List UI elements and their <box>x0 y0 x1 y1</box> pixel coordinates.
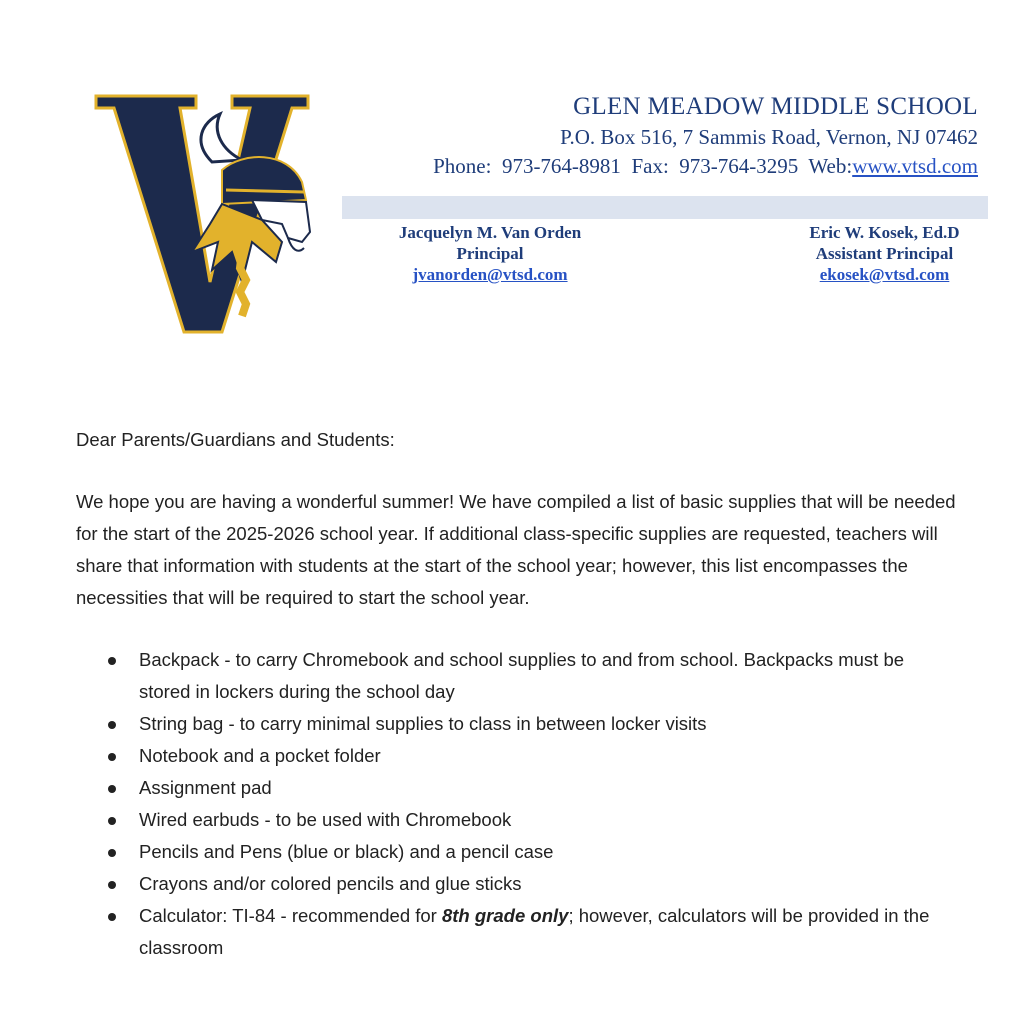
letter-body <box>76 424 956 964</box>
assistant-principal-block <box>797 222 972 285</box>
phone-label: Phone: <box>433 154 492 178</box>
header-divider-band <box>342 196 988 219</box>
bullet-icon <box>108 913 116 921</box>
grade-emphasis: 8th grade only <box>441 905 569 926</box>
fax-number: 973-764-3295 <box>679 154 799 178</box>
principal-email-link[interactable]: jvanorden@vtsd.com <box>412 265 568 284</box>
fax-label: Fax: <box>631 154 669 178</box>
supply-item: String bag - to carry minimal supplies to class in between locker visits <box>76 708 956 740</box>
bullet-icon <box>108 785 116 793</box>
contact-line <box>433 154 978 179</box>
supply-item: Assignment pad <box>76 772 956 804</box>
principal-title: Principal <box>456 244 524 263</box>
school-address: P.O. Box 516, 7 Sammis Road, Vernon, NJ 07462 <box>560 125 978 149</box>
assistant-principal-email-link[interactable]: ekosek@vtsd.com <box>819 265 950 284</box>
website-link[interactable]: www.vtsd.com <box>852 154 978 178</box>
supply-item: Wired earbuds - to be used with Chromebook <box>76 804 956 836</box>
principal-block <box>380 222 600 285</box>
phone-number: 973-764-8981 <box>501 154 621 178</box>
supply-list <box>76 644 956 964</box>
supply-item: Pencils and Pens (blue or black) and a pencil case <box>76 836 956 868</box>
bullet-icon <box>108 849 116 857</box>
bullet-icon <box>108 657 116 665</box>
bullet-icon <box>108 753 116 761</box>
supply-item: Notebook and a pocket folder <box>76 740 956 772</box>
web-label: Web: <box>808 154 853 178</box>
school-name: GLEN MEADOW MIDDLE SCHOOL <box>573 93 978 120</box>
supply-item: Backpack - to carry Chromebook and school supplies to and from school. Backpacks must be stored in lockers during the school day <box>76 644 956 708</box>
supply-item-calculator: Calculator: TI-84 - recommended for 8th grade only; however, calculators will be provided in the classroom <box>76 900 956 964</box>
school-logo <box>92 92 317 337</box>
supply-item: Crayons and/or colored pencils and glue sticks <box>76 868 956 900</box>
assistant-principal-title: Assistant Principal <box>815 244 954 263</box>
bullet-icon <box>108 817 116 825</box>
assistant-principal-name: Eric W. Kosek, Ed.D <box>809 223 960 242</box>
bullet-icon <box>108 721 116 729</box>
principal-name: Jacquelyn M. Van Orden <box>398 223 582 242</box>
letter-greeting: Dear Parents/Guardians and Students: <box>76 429 395 450</box>
bullet-icon <box>108 881 116 889</box>
letter-intro: We hope you are having a wonderful summer! We have compiled a list of basic supplies that will be needed for the start of the 2025-2026 school year. If additional class-specific supplies are requested, teachers will share that information with students at the start of the school year; however, this list encompasses the necessities that will be required to start the school year. <box>76 491 956 608</box>
